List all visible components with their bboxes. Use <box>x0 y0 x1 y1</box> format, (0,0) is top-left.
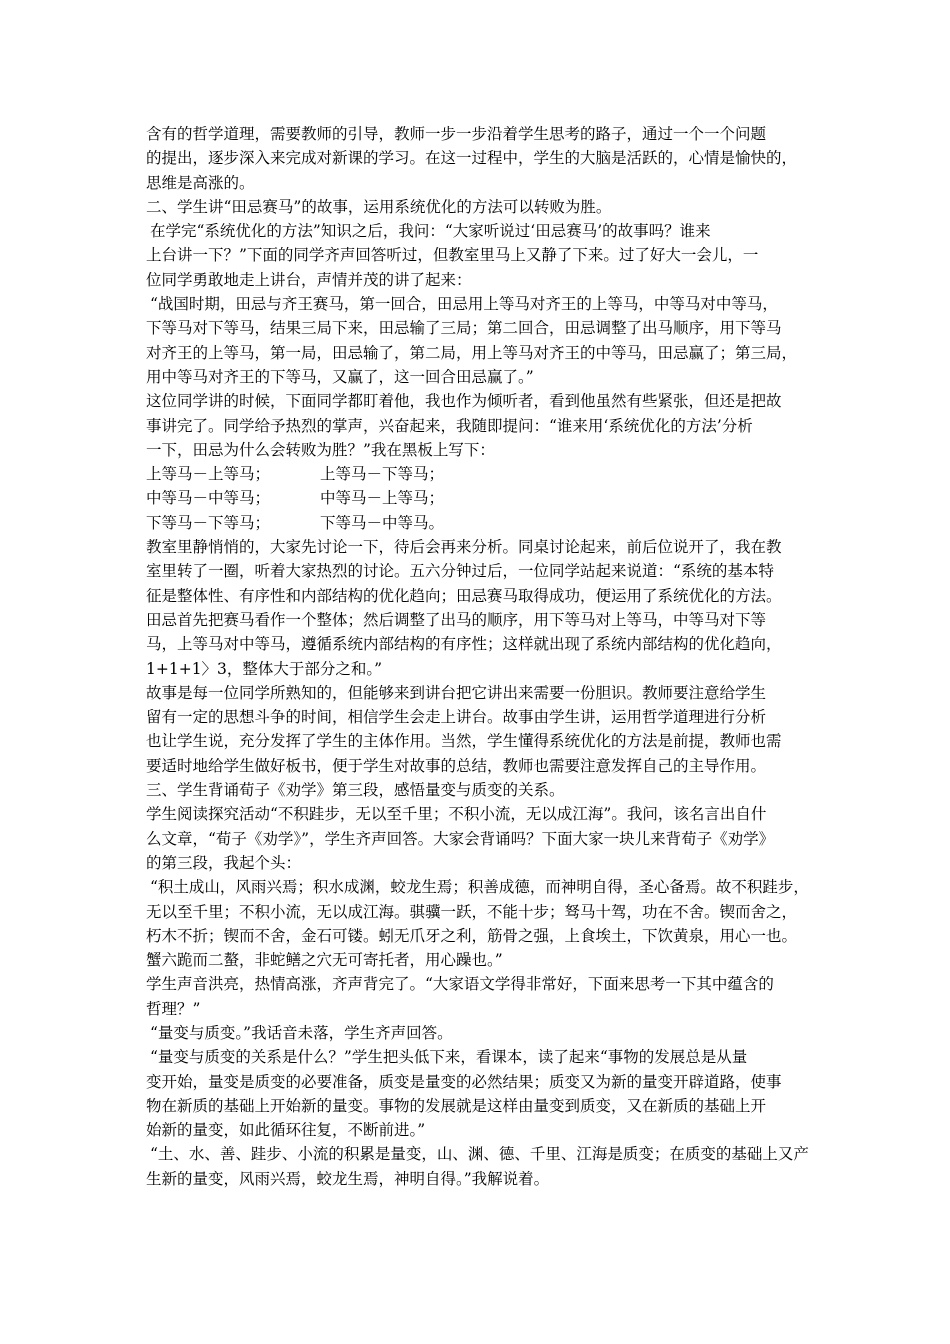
text-block-1 <box>146 122 810 462</box>
text-line: 故事是每一位同学所熟知的，但能够来到讲台把它讲出来需要一份胆识。教师要注意给学生 <box>146 683 767 702</box>
quote-line: 用中等马对齐王的下等马，又赢了，这一回合田忌赢了。” <box>146 367 534 386</box>
text-line: 1+1+1〉3，整体大于部分之和。” <box>146 659 383 678</box>
round2-match: 上等马－下等马； <box>320 465 445 484</box>
section-heading-3: 三、学生背诵荀子《劝学》第三段，感悟量变与质变的关系。 <box>146 781 565 800</box>
text-line: 变开始，量变是质变的必要准备，质变是量变的必然结果；质变又为新的量变开辟道路，使事 <box>146 1072 782 1091</box>
text-line: “量变与质变的关系是什么？”学生把头低下来，看课本，读了起来“事物的发展总是从量 <box>150 1048 748 1067</box>
quote-line: 朽木不折；锲而不舍，金石可镂。蚓无爪牙之利，筋骨之强，上食埃土，下饮黄泉，用心一也。 <box>146 926 798 945</box>
text-line: “土、水、善、跬步、小流的积累是量变，山、渊、德、千里、江海是质变；在质变的基础上又产 <box>150 1145 809 1164</box>
quote-line: “战国时期，田忌与齐王赛马，第一回合，田忌用上等马对齐王的上等马，中等马对中等马， <box>150 295 778 314</box>
text-line: “量变与质变。”我话音未落，学生齐声回答。 <box>150 1023 453 1042</box>
text-line: 田忌首先把赛马看作一个整体；然后调整了出马的顺序，用下等马对上等马，中等马对下等 <box>146 610 767 629</box>
text-line: 学生阅读探究活动“不积跬步，无以至千里；不积小流，无以成江海”。我问，该名言出自什 <box>146 805 767 824</box>
text-line: 一下，田忌为什么会转败为胜？”我在黑板上写下： <box>146 440 495 459</box>
match-row <box>146 486 810 510</box>
text-block-2 <box>146 535 810 1191</box>
quote-line: “积土成山，风雨兴焉；积水成渊，蛟龙生焉；积善成德，而神明自得，圣心备焉。故不积跬步， <box>150 878 809 897</box>
text-line: 始新的量变，如此循环往复，不断前进。” <box>146 1121 426 1140</box>
quote-line: 蟹六跪而二螯，非蛇鳝之穴无可寄托者，用心躁也。” <box>146 951 503 970</box>
text-line: 教室里静悄悄的，大家先讨论一下，待后会再来分析。同桌讨论起来，前后位说开了，我在教 <box>146 538 782 557</box>
match-row <box>146 511 810 535</box>
text-line: 哲理？” <box>146 999 201 1018</box>
document-page <box>146 122 810 1191</box>
text-line: 要适时地给学生做好板书，便于学生对故事的总结，教师也需要注意发挥自己的主导作用。 <box>146 756 767 775</box>
quote-line: 下等马对下等马，结果三局下来，田忌输了三局；第二回合，田忌调整了出马顺序，用下等马 <box>146 319 782 338</box>
text-line: 的第三段，我起个头： <box>146 853 302 872</box>
text-line: 事讲完了。同学给予热烈的掌声，兴奋起来，我随即提问：“谁来用‘系统优化的方法’分析 <box>146 416 753 435</box>
round2-match: 中等马－上等马； <box>320 489 445 508</box>
round1-match: 上等马－上等马； <box>146 465 271 484</box>
quote-line: 无以至千里；不积小流，无以成江海。骐骥一跃，不能十步；驽马十驾，功在不舍。锲而舍之， <box>146 902 798 921</box>
text-line: 么文章，“荀子《劝学》”，学生齐声回答。大家会背诵吗？下面大家一块儿来背荀子《劝学》 <box>146 829 775 848</box>
text-line: 上台讲一下？”下面的同学齐声回答听过，但教室里马上又静了下来。过了好大一会儿，一 <box>146 246 759 265</box>
section-heading-2: 二、学生讲“田忌赛马”的故事，运用系统优化的方法可以转败为胜。 <box>146 197 612 216</box>
text-line: 马，上等马对中等马，遵循系统内部结构的有序性；这样就出现了系统内部结构的优化趋向， <box>146 635 782 654</box>
text-line: 的提出，逐步深入来完成对新课的学习。在这一过程中，学生的大脑是活跃的，心情是愉快的， <box>146 149 798 168</box>
match-row <box>146 462 810 486</box>
text-line: 生新的量变，风雨兴焉，蛟龙生焉，神明自得。”我解说着。 <box>146 1169 550 1188</box>
text-line: 含有的哲学道理，需要教师的引导，教师一步一步沿着学生思考的路子，通过一个一个问题 <box>146 125 767 143</box>
text-line: 物在新质的基础上开始新的量变。事物的发展就是这样由量变到质变，又在新质的基础上开 <box>146 1096 767 1115</box>
text-line: 思维是高涨的。 <box>146 173 255 192</box>
horse-match-table <box>146 462 810 535</box>
round1-match: 中等马－中等马； <box>146 489 271 508</box>
text-line: 这位同学讲的时候，下面同学都盯着他，我也作为倾听者，看到他虽然有些紧张，但还是把故 <box>146 392 782 411</box>
quote-line: 对齐王的上等马，第一局，田忌输了，第二局，用上等马对齐王的中等马，田忌赢了；第三局， <box>146 343 798 362</box>
text-line: 在学完“系统优化的方法”知识之后，我问：“大家听说过‘田忌赛马’的故事吗？谁来 <box>150 222 711 241</box>
text-line: 也让学生说，充分发挥了学生的主体作用。当然，学生懂得系统优化的方法是前提，教师也需 <box>146 732 782 751</box>
round2-match: 下等马－中等马。 <box>320 513 445 532</box>
round1-match: 下等马－下等马； <box>146 513 271 532</box>
text-line: 学生声音洪亮，热情高涨，齐声背完了。“大家语文学得非常好，下面来思考一下其中蕴含的 <box>146 975 774 994</box>
text-line: 留有一定的思想斗争的时间，相信学生会走上讲台。故事由学生讲，运用哲学道理进行分析 <box>146 708 767 727</box>
text-line: 室里转了一圈，听着大家热烈的讨论。五六分钟过后，一位同学站起来说道：“系统的基本特 <box>146 562 774 581</box>
text-line: 位同学勇敢地走上讲台，声情并茂的讲了起来： <box>146 270 472 289</box>
text-line: 征是整体性、有序性和内部结构的优化趋向；田忌赛马取得成功，便运用了系统优化的方法。 <box>146 586 782 605</box>
